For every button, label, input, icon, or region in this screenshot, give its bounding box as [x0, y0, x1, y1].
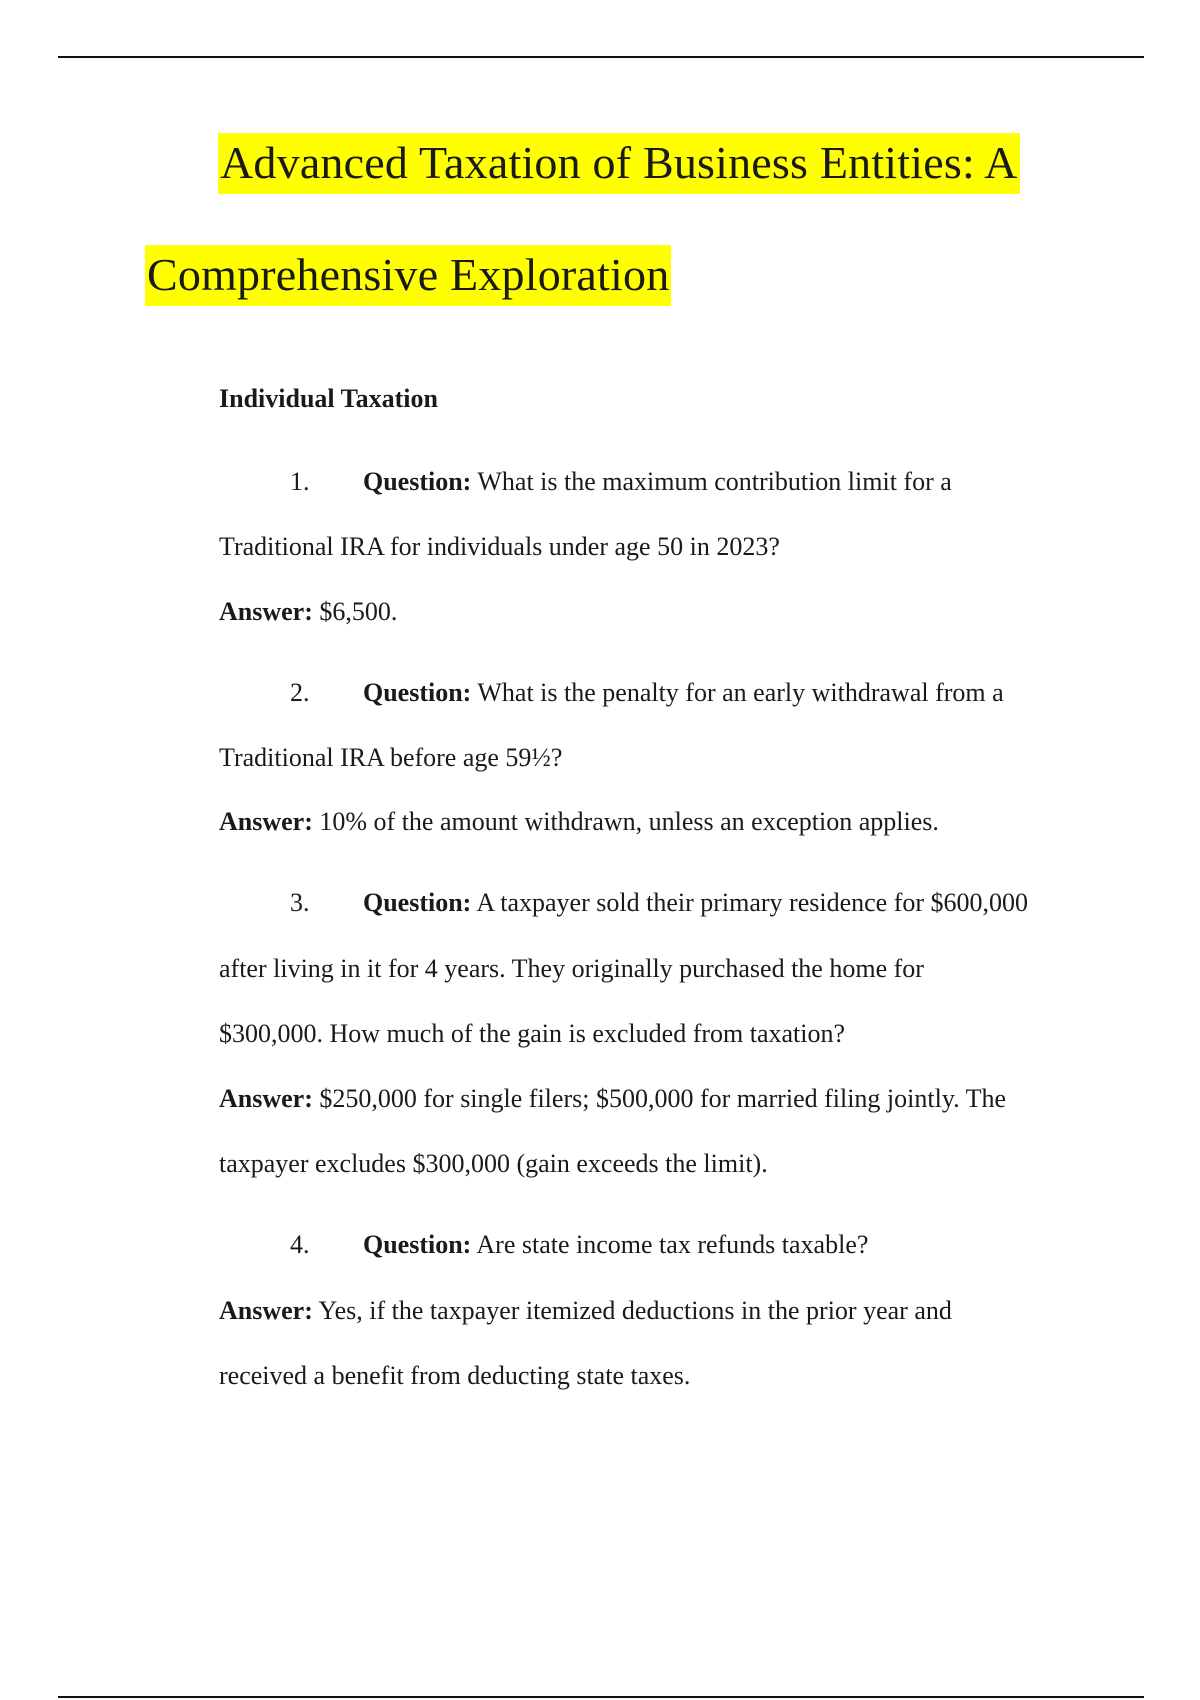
- question-text: Are state income tax refunds taxable?: [471, 1230, 869, 1259]
- answer-4: [219, 1297, 952, 1326]
- question-number: 2.: [290, 678, 310, 707]
- question-text: What is the penalty for an early withdrawal from a: [471, 678, 1004, 707]
- title-line-2: Comprehensive Exploration: [145, 245, 671, 306]
- answer-3: [219, 1085, 1006, 1114]
- answer-3-continuation: taxpayer excludes $300,000 (gain exceeds the limit).: [219, 1149, 768, 1178]
- answer-label: Answer:: [219, 597, 313, 626]
- question-2-continuation: Traditional IRA before age 59½?: [219, 743, 563, 772]
- question-number: 3.: [290, 888, 310, 917]
- answer-text: $250,000 for single filers; $500,000 for married filing jointly. The: [312, 1084, 1007, 1113]
- section-heading: Individual Taxation: [219, 384, 438, 413]
- question-3-continuation: $300,000. How much of the gain is excluded from taxation?: [219, 1019, 846, 1048]
- question-text: What is the maximum contribution limit for a: [471, 467, 952, 496]
- answer-text: $6,500.: [312, 597, 398, 626]
- answer-label: Answer:: [219, 1084, 313, 1113]
- answer-label: Answer:: [219, 807, 313, 836]
- question-text: A taxpayer sold their primary residence for $600,000: [471, 888, 1029, 917]
- question-number: 1.: [290, 467, 310, 496]
- bottom-rule: [58, 1696, 1144, 1698]
- question-label: Question:: [363, 678, 472, 707]
- answer-1: [219, 598, 397, 627]
- top-rule: [58, 56, 1144, 58]
- answer-text: Yes, if the taxpayer itemized deductions in the prior year and: [312, 1296, 952, 1325]
- answer-text: 10% of the amount withdrawn, unless an exception applies.: [312, 807, 939, 836]
- question-3-continuation: after living in it for 4 years. They originally purchased the home for: [219, 954, 924, 983]
- answer-4-continuation: received a benefit from deducting state taxes.: [219, 1361, 691, 1390]
- question-1-continuation: Traditional IRA for individuals under age 50 in 2023?: [219, 532, 780, 561]
- title-line-1: Advanced Taxation of Business Entities: A: [218, 133, 1020, 194]
- question-label: Question:: [363, 888, 472, 917]
- question-label: Question:: [363, 467, 472, 496]
- question-label: Question:: [363, 1230, 472, 1259]
- question-number: 4.: [290, 1230, 310, 1259]
- answer-2: [219, 808, 939, 837]
- answer-label: Answer:: [219, 1296, 313, 1325]
